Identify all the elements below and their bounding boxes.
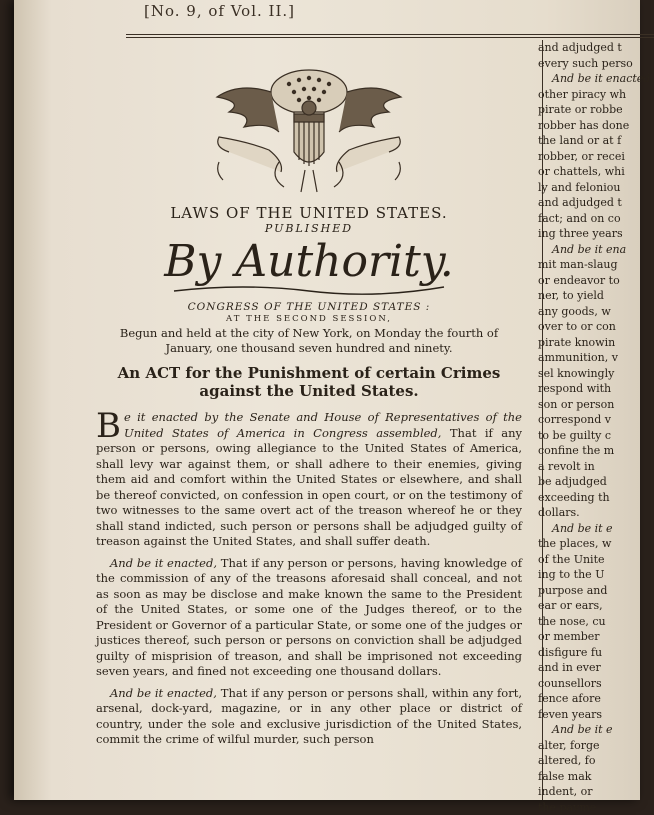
right-column-line: And be it e bbox=[538, 521, 642, 537]
paragraph-text: That if any person or persons, owing allegiance to the United States of America, shall levy war against them, or shall adhere to their enemies, giving them aid and comfort within the United States or elsewhere, and shall be thereof convicted, on confession in open court, or on the testimony of two witnesses to the same overt act of the treason whereof he or they shall stand indicted, such person or persons shall be adjudged guilty of treason against the United States, and shall suffer death. bbox=[96, 426, 522, 549]
right-column-line: disfigure fu bbox=[538, 645, 642, 661]
right-column-line: alter, forge bbox=[538, 738, 642, 754]
right-column-line: mit man-slaug bbox=[538, 257, 642, 273]
right-column-line: And be it e bbox=[538, 722, 642, 738]
right-column-line: ing three years bbox=[538, 226, 642, 242]
right-column-line: son or person bbox=[538, 397, 642, 413]
right-column-line: purpose and bbox=[538, 583, 642, 599]
header-rule bbox=[126, 34, 654, 38]
issue-header: [No. 9, of Vol. II.] bbox=[144, 2, 295, 20]
right-column-line: and adjudged t bbox=[538, 40, 642, 56]
right-column-line: fence afore bbox=[538, 691, 642, 707]
paragraph-text: That if any person or persons, having knowledge of the commission of any of the treasons aforesaid shall conceal, and not as soon as may be disclose and make known the same to the President of the United States, or some one of the Judges thereof, or to the President or Governor of a particular State, or some one of the judges or justices thereof, such person or persons on conviction shall be adjudged guilty of misprision of treason, and shall be imprisoned not exceeding seven years, and fined not exceeding one thousand dollars. bbox=[96, 556, 522, 679]
enacting-clause: e it enacted by the Senate and House of Representatives of the United States of America in Congress assembled, bbox=[124, 410, 522, 440]
act-title: An ACT for the Punishment of certain Crimes against the United States. bbox=[96, 364, 522, 400]
right-column-line: or member bbox=[538, 629, 642, 645]
right-column-line: robber, or recei bbox=[538, 149, 642, 165]
published-label: PUBLISHED bbox=[96, 222, 522, 235]
right-column-line: sel knowingly bbox=[538, 366, 642, 382]
act-paragraph-3 bbox=[96, 686, 522, 748]
right-column-line: dollars. bbox=[538, 505, 642, 521]
right-column-line: ner, to yield bbox=[538, 288, 642, 304]
right-column-line: correspond v bbox=[538, 412, 642, 428]
paragraph-text: That if any person or persons shall, within any fort, arsenal, dock-yard, magazine, or in any other place or district of country, under the sole and exclusive jurisdiction of the United States, commit the crime of wilful murder, such person bbox=[96, 686, 522, 747]
enacting-clause: And be it enacted, bbox=[110, 556, 217, 570]
drop-cap: B bbox=[96, 412, 121, 440]
right-column-line: or chattels, whi bbox=[538, 164, 642, 180]
right-column-line: pirate knowin bbox=[538, 335, 642, 351]
right-column bbox=[538, 40, 642, 815]
right-column-line: any goods, w bbox=[538, 304, 642, 320]
right-column-line: respond with bbox=[538, 381, 642, 397]
right-column-line: exceeding th bbox=[538, 490, 642, 506]
main-column bbox=[96, 52, 522, 748]
laws-title: LAWS OF THE UNITED STATES. bbox=[96, 204, 522, 222]
right-column-line: robber has done bbox=[538, 118, 642, 134]
right-column-line: of the Unite bbox=[538, 552, 642, 568]
session-heading: AT THE SECOND SESSION, bbox=[96, 314, 522, 324]
right-column-line: be adjudged bbox=[538, 474, 642, 490]
right-column-line: ly and feloniou bbox=[538, 180, 642, 196]
right-column-line: false mak bbox=[538, 769, 642, 785]
right-column-line: the nose, cu bbox=[538, 614, 642, 630]
right-column-line: a revolt in bbox=[538, 459, 642, 475]
right-column-line: the land or at f bbox=[538, 133, 642, 149]
right-column-line: or endeavor to bbox=[538, 273, 642, 289]
eagle-emblem-icon bbox=[209, 52, 409, 202]
act-paragraph-2 bbox=[96, 556, 522, 680]
right-column-line: altered, fo bbox=[538, 753, 642, 769]
right-column-line: ammunition, v bbox=[538, 350, 642, 366]
session-dateline: Begun and held at the city of New York, on Monday the fourth of January, one thousand seven hundred and ninety. bbox=[96, 326, 522, 356]
right-column-line: other piracy wh bbox=[538, 87, 642, 103]
right-column-line: over to or con bbox=[538, 319, 642, 335]
right-column-line: and adjudged t bbox=[538, 195, 642, 211]
right-column-line: ing to the U bbox=[538, 567, 642, 583]
right-column-line: the payme bbox=[538, 800, 642, 815]
right-column-line: indent, or bbox=[538, 784, 642, 800]
right-column-line: feven years bbox=[538, 707, 642, 723]
right-column-line: to be guilty c bbox=[538, 428, 642, 444]
right-column-line: fact; and on co bbox=[538, 211, 642, 227]
right-column-line: ear or ears, bbox=[538, 598, 642, 614]
right-column-line: and in ever bbox=[538, 660, 642, 676]
act-paragraph-1 bbox=[96, 410, 522, 550]
enacting-clause: And be it enacted, bbox=[110, 686, 217, 700]
by-authority-heading: By Authority. bbox=[96, 237, 522, 287]
congress-heading: CONGRESS OF THE UNITED STATES : bbox=[96, 301, 522, 313]
right-column-line: pirate or robbe bbox=[538, 102, 642, 118]
right-column-line: counsellors bbox=[538, 676, 642, 692]
right-column-line: every such perso bbox=[538, 56, 642, 72]
right-column-line: And be it enacted bbox=[538, 71, 642, 87]
right-column-line: the places, w bbox=[538, 536, 642, 552]
right-column-line: And be it ena bbox=[538, 242, 642, 258]
right-column-line: confine the m bbox=[538, 443, 642, 459]
